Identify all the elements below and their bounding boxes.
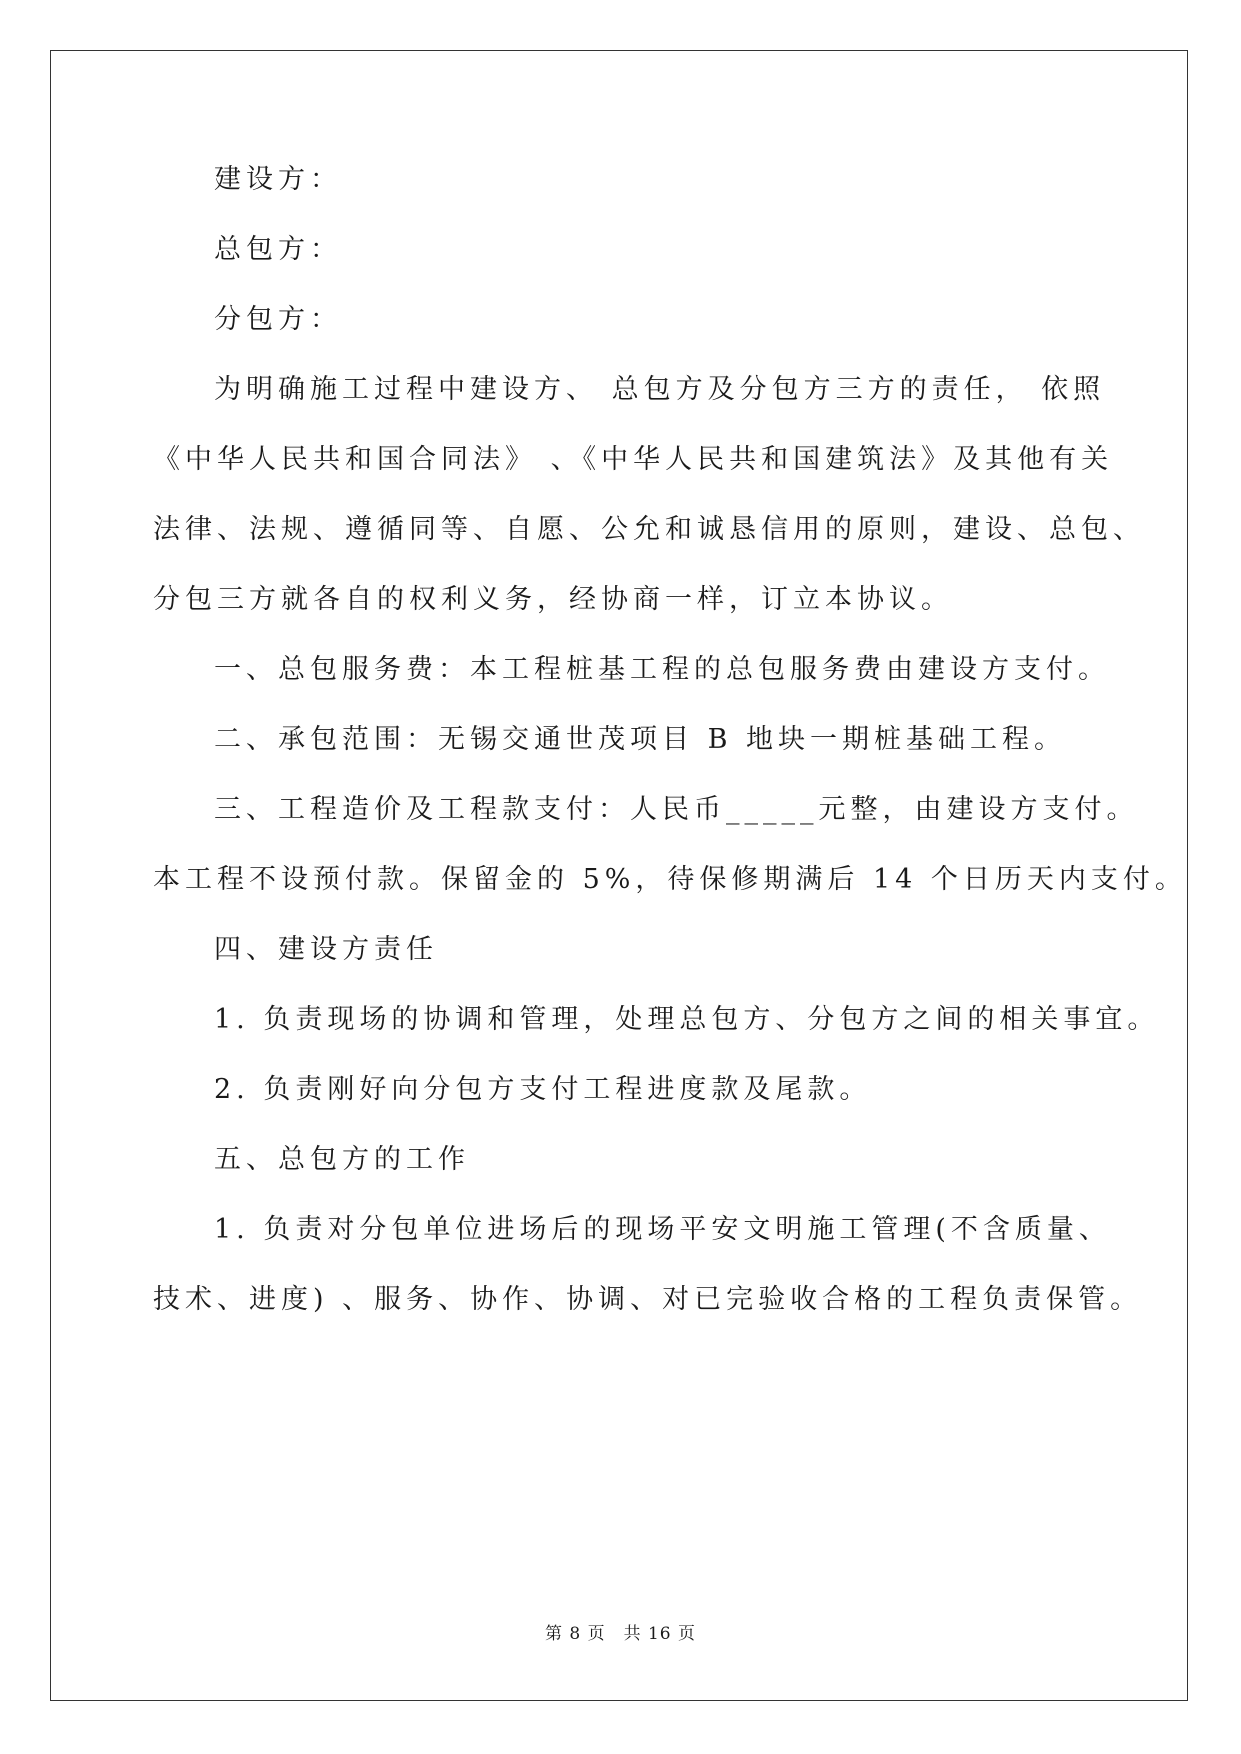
- paragraph-line: 分包三方就各自的权利义务，经协商一样，订立本协议。: [153, 584, 953, 615]
- paragraph-line: 技术、进度) 、服务、协作、协调、对已完验收合格的工程负责保管。: [153, 1284, 1143, 1315]
- section-one-line: 一、总包服务费：本工程桩基工程的总包服务费由建设方支付。: [214, 654, 1110, 685]
- list-item: 1. 负责对分包单位进场后的现场平安文明施工管理(不含质量、: [214, 1214, 1111, 1245]
- party-builder-label: 建设方：: [214, 164, 342, 195]
- section-three-line: 三、工程造价及工程款支付：人民币_____元整，由建设方支付。: [214, 794, 1139, 825]
- list-item: 2. 负责刚好向分包方支付工程进度款及尾款。: [214, 1074, 872, 1105]
- page-number: 第 8 页 共 16 页: [544, 1624, 697, 1644]
- paragraph-line: 为明确施工过程中建设方、 总包方及分包方三方的责任， 依照: [214, 374, 1106, 405]
- list-item: 1. 负责现场的协调和管理，处理总包方、分包方之间的相关事宜。: [214, 1004, 1160, 1035]
- party-subcontractor-label: 分包方：: [214, 304, 342, 335]
- section-five-heading: 五、总包方的工作: [214, 1144, 470, 1175]
- paragraph-line: 本工程不设预付款。保留金的 5%，待保修期满后 14 个日历天内支付。: [153, 864, 1187, 895]
- party-general-contractor-label: 总包方：: [214, 234, 342, 265]
- paragraph-line: 《中华人民共和国合同法》 、《中华人民共和国建筑法》及其他有关: [153, 444, 1114, 475]
- section-four-heading: 四、建设方责任: [214, 934, 438, 965]
- paragraph-line: 法律、法规、遵循同等、自愿、公允和诚恳信用的原则，建设、总包、: [153, 514, 1145, 545]
- section-two-line: 二、承包范围：无锡交通世茂项目 B 地块一期桩基础工程。: [214, 724, 1067, 755]
